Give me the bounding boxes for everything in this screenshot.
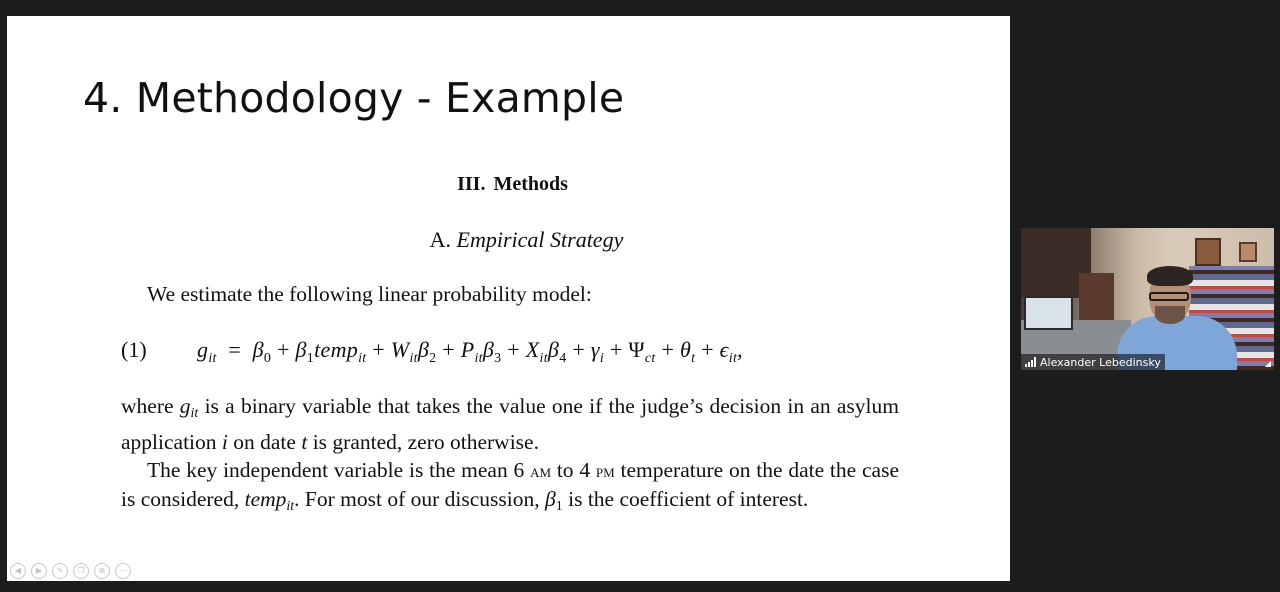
section-title: Methods [493,173,568,195]
subsection-letter: A. [429,227,452,252]
zoom-icon[interactable]: ⊕ [94,563,110,579]
paragraph-definition: where $g_{it}$ is a binary variable that takes the value one if the judge’s decision in an asylum application i on date t is granted, zero otherwise. [121,394,899,454]
paragraph-variable: The key independent variable is the mean 6 am to 4 pm temperature on the date the case is considered, temp$_{it}$. For most of our discussion, $\beta_1$ is the coefficient of interest. [121,458,899,514]
body-text [121,392,899,521]
section-heading [7,173,1010,196]
slide-controls [10,563,131,579]
intro-sentence: We estimate the following linear probability model: [147,282,592,306]
section-number: III. [457,173,486,195]
participant-name-label [1021,354,1165,370]
copy-icon[interactable]: ❐ [73,563,89,579]
arrow-left-icon[interactable]: ◀ [10,563,26,579]
more-icon[interactable]: ⋯ [115,563,131,579]
subsection-heading [7,227,1010,253]
participant-video[interactable] [1021,228,1274,370]
pen-icon[interactable]: ✎ [52,563,68,579]
equation-number: (1) [121,337,147,362]
slide-title: 4. Methodology - Example [83,74,625,122]
expand-icon[interactable] [1265,361,1271,367]
presentation-slide [7,16,1010,581]
arrow-right-icon[interactable]: ▶ [31,563,47,579]
subsection-title: Empirical Strategy [456,227,624,252]
participant-name: Alexander Lebedinsky [1040,355,1161,369]
equation-body: $g_{it} = \beta_0$ + $\beta_1temp_{it} + W_{it}\beta_2 + P_{it}\beta_3 + X_{it}\beta_4 + \gamma_i + \Psi_{ct} + \theta_t + \epsilon_{it}$, [197,337,743,366]
signal-icon [1025,357,1036,367]
